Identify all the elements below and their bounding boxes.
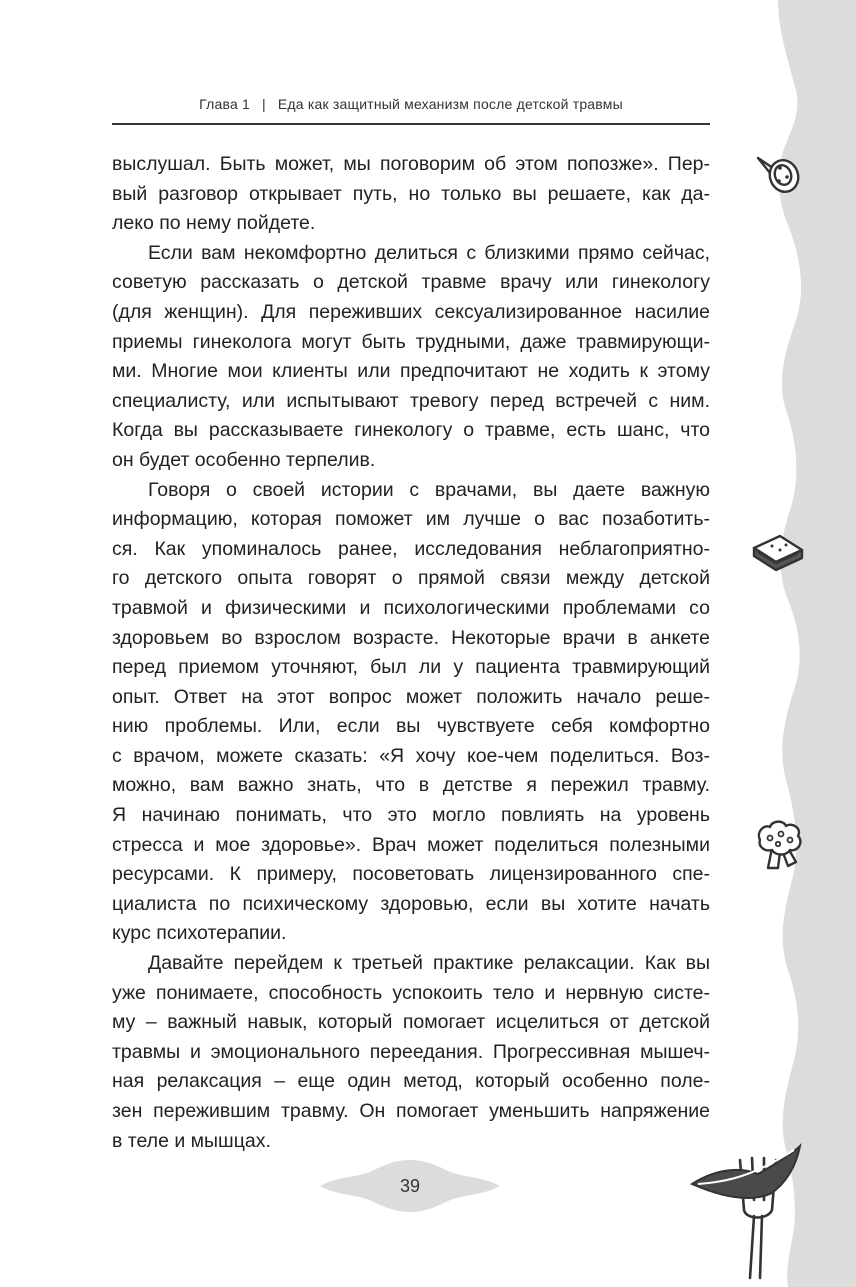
text-line: вый разговор открывает путь, но только вы решаете, как да- (112, 182, 710, 205)
text-line: травмы и эмоционального переедания. Прогрессивная мышеч- (112, 1040, 710, 1063)
text-line: приемы гинеколога могут быть трудными, даже травмирующи- (112, 330, 710, 353)
text-line: (для женщин). Для переживших сексуализированное насилие (112, 300, 710, 323)
text-line: советую рассказать о детской травме врачу или гинекологу (112, 271, 710, 294)
text-line: здоровьем во взрослом возрасте. Некоторые врачи в анкете (112, 626, 710, 649)
text-line: он будет особенно терпелив. (112, 448, 376, 471)
text-line: ная релаксация – еще один метод, который особенно поле- (112, 1070, 710, 1093)
text-line: Когда вы рассказываете гинекологу о травме, есть шанс, что (112, 419, 710, 442)
text-line: зен пережившим травму. Он помогает уменьшить напряжение (112, 1100, 710, 1122)
text-line: му – важный навык, который помогает исцелиться от детской (112, 1011, 710, 1034)
page-number-badge (318, 1160, 502, 1212)
chapter-label: Глава 1 (199, 96, 251, 112)
broccoli-icon (754, 818, 804, 872)
cookie-icon (752, 148, 802, 198)
text-line: уже понимаете, способность успокоить тело и нервную систе- (112, 981, 710, 1004)
text-line: травмой и физическими и психологическими проблемами со (112, 596, 710, 619)
text-line: леко по нему пойдете. (112, 212, 316, 235)
text-line: ми. Многие мои клиенты или предпочитают не ходить к этому (112, 360, 710, 383)
text-line: Говоря о своей истории с врачами, вы даете важную (148, 478, 710, 501)
text-line: циалиста по психическому здоровью, если вы хотите начать (112, 892, 710, 915)
text-line: специалисту, или испытывают тревогу перед встречей с ним. (112, 389, 710, 412)
text-line: опыт. Ответ на этот вопрос может положить начало реше- (112, 685, 710, 708)
text-line: нию проблемы. Или, если вы чувствуете себя комфортно (112, 715, 710, 738)
running-head (112, 96, 710, 112)
text-line: ся. Как упоминалось ранее, исследования неблагоприятно- (112, 537, 710, 560)
text-line: курс психотерапии. (112, 922, 287, 945)
chapter-title: Еда как защитный механизм после детской травмы (277, 96, 623, 112)
header-rule (112, 123, 710, 125)
text-line: Если вам некомфортно делиться с близкими прямо сейчас, (148, 241, 710, 264)
text-line: го детского опыта говорят о прямой связи между детской (112, 567, 710, 590)
header-separator: | (262, 96, 266, 112)
text-line: выслушал. Быть может, мы поговорим об этом попозже». Пер- (112, 153, 710, 175)
text-line: с врачом, можете сказать: «Я хочу кое-чем поделиться. Воз- (112, 744, 710, 767)
fork-with-leaf-icon (690, 1140, 804, 1280)
text-line: Давайте перейдем к третьей практике релаксации. Как вы (148, 952, 710, 975)
text-line: перед приемом уточняют, был ли у пациента травмирующий (112, 656, 710, 679)
body-text (112, 150, 710, 1156)
text-line: в теле и мышцах. (112, 1129, 271, 1152)
text-line: ресурсами. К примеру, посоветовать лицензированного спе- (112, 863, 710, 886)
text-line: Я начинаю понимать, что это могло повлиять на уровень (112, 804, 710, 827)
text-line: можно, вам важно знать, что в детстве я пережил травму. (112, 774, 710, 797)
text-line: информацию, которая поможет им лучше о вас позаботить- (112, 508, 710, 531)
text-line: стресса и мое здоровье». Врач может поделиться полезными (112, 833, 710, 856)
sandwich-icon (750, 530, 806, 574)
page-number: 39 (399, 1176, 421, 1196)
